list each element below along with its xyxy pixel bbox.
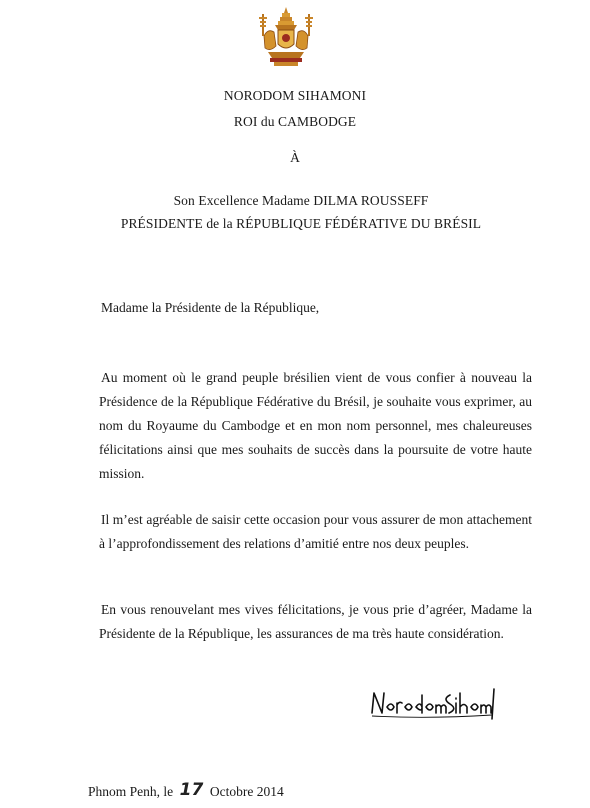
handwritten-day: 17 xyxy=(179,780,204,800)
letter-paragraph: Il m’est agréable de saisir cette occasion pour vous assurer de mon attachement à l’approfondissement des relations d’amitié entre nos deux peuples. xyxy=(99,512,532,551)
royal-coat-of-arms-icon xyxy=(258,6,314,68)
king-name: NORODOM SIHAMONI xyxy=(223,88,367,103)
salutation: Madame la Présidente de la République, xyxy=(101,300,320,315)
letter-paragraph: En vous renouvelant mes vives félicitations, je vous prie d’agréer, Madame la Présidente de la République, les assurances de ma très haute considération. xyxy=(99,602,532,641)
place-and-date xyxy=(88,781,284,801)
place: Phnom Penh, le xyxy=(88,784,174,799)
addressee-marker: À xyxy=(290,150,300,165)
letter-paragraph: Au moment où le grand peuple brésilien vient de vous confier à nouveau la Présidence de la République Fédérative du Brésil, je souhaite vous exprimer, au nom du Royaume du Cambodge et en mon nom personnel, mes chaleureuses félicitations ainsi que mes souhaits de succès dans la poursuite de votre haute mission. xyxy=(99,370,532,481)
month-year: Octobre 2014 xyxy=(209,784,284,799)
recipient-name: Son Excellence Madame DILMA ROUSSEFF xyxy=(173,193,429,208)
handwritten-signature xyxy=(368,683,500,723)
king-title: ROI du CAMBODGE xyxy=(233,114,357,129)
recipient-title: PRÉSIDENTE de la RÉPUBLIQUE FÉDÉRATIVE DU BRÉSIL xyxy=(120,216,482,231)
